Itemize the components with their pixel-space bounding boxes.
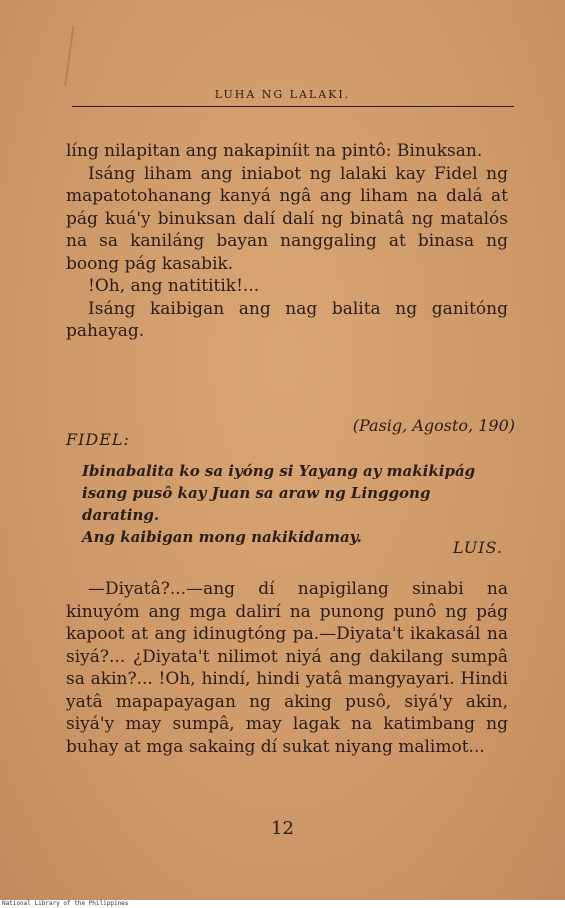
paragraph: Isáng liham ang iniabot ng lalaki kay Fidel ng mapatotohanang kanyá ngâ ang liham na dalá at pág kuá'y binuksan dalí dalí ng binatâ ng matalós na sa kaniláng bayan nanggaling at binasa ng boong pág kasabik.	[66, 163, 508, 274]
paragraph: !Oh, ang natititik!...	[88, 276, 260, 296]
letter-line: Ang kaibigan mong nakikidamay.	[82, 528, 362, 546]
paragraph: Isáng kaibigan ang nag balita ng ganitóng pahayag.	[66, 298, 508, 341]
paragraph: líng nilapitan ang nakapiníit na pintô: Binuksan.	[66, 141, 483, 161]
page-number: 12	[271, 818, 294, 839]
letter-body	[82, 460, 502, 548]
header-rule	[72, 106, 514, 107]
letter-signature: LUIS.	[452, 538, 503, 557]
source-footer: National Library of the Philippines	[2, 900, 129, 907]
text-block-bottom	[66, 578, 508, 758]
letter-line: Ibinabalita ko sa iyóng si Yayang ay makikipág isang pusô kay Juan sa araw ng Linggong darating.	[82, 462, 476, 524]
pencil-annotation	[64, 26, 134, 94]
running-title: LUHA NG LALAKI.	[214, 88, 351, 101]
letter-date: (Pasig, Agosto, 190)	[352, 416, 515, 435]
letter-salutation: FIDEL:	[66, 430, 130, 449]
paragraph: —Diyatâ?...—ang dí napigilang sinabi na kinuyóm ang mga dalirí na punong punô ng pág kapoot at ang idinugtóng pa.—Diyata't ikakasál na siyá?... ¿Diyata't nilimot niyá ang dakilang sumpâ sa akin?... !Oh, hindí, hindi yatâ mangyayari. Hindi yatâ mapapayagan ng aking pusô, siyá'y akin, siyá'y may sumpâ, may lagak na katimbang ng buhay at mga sakaing dí sukat niyang malimot...	[66, 579, 508, 757]
text-block-top	[66, 140, 508, 343]
